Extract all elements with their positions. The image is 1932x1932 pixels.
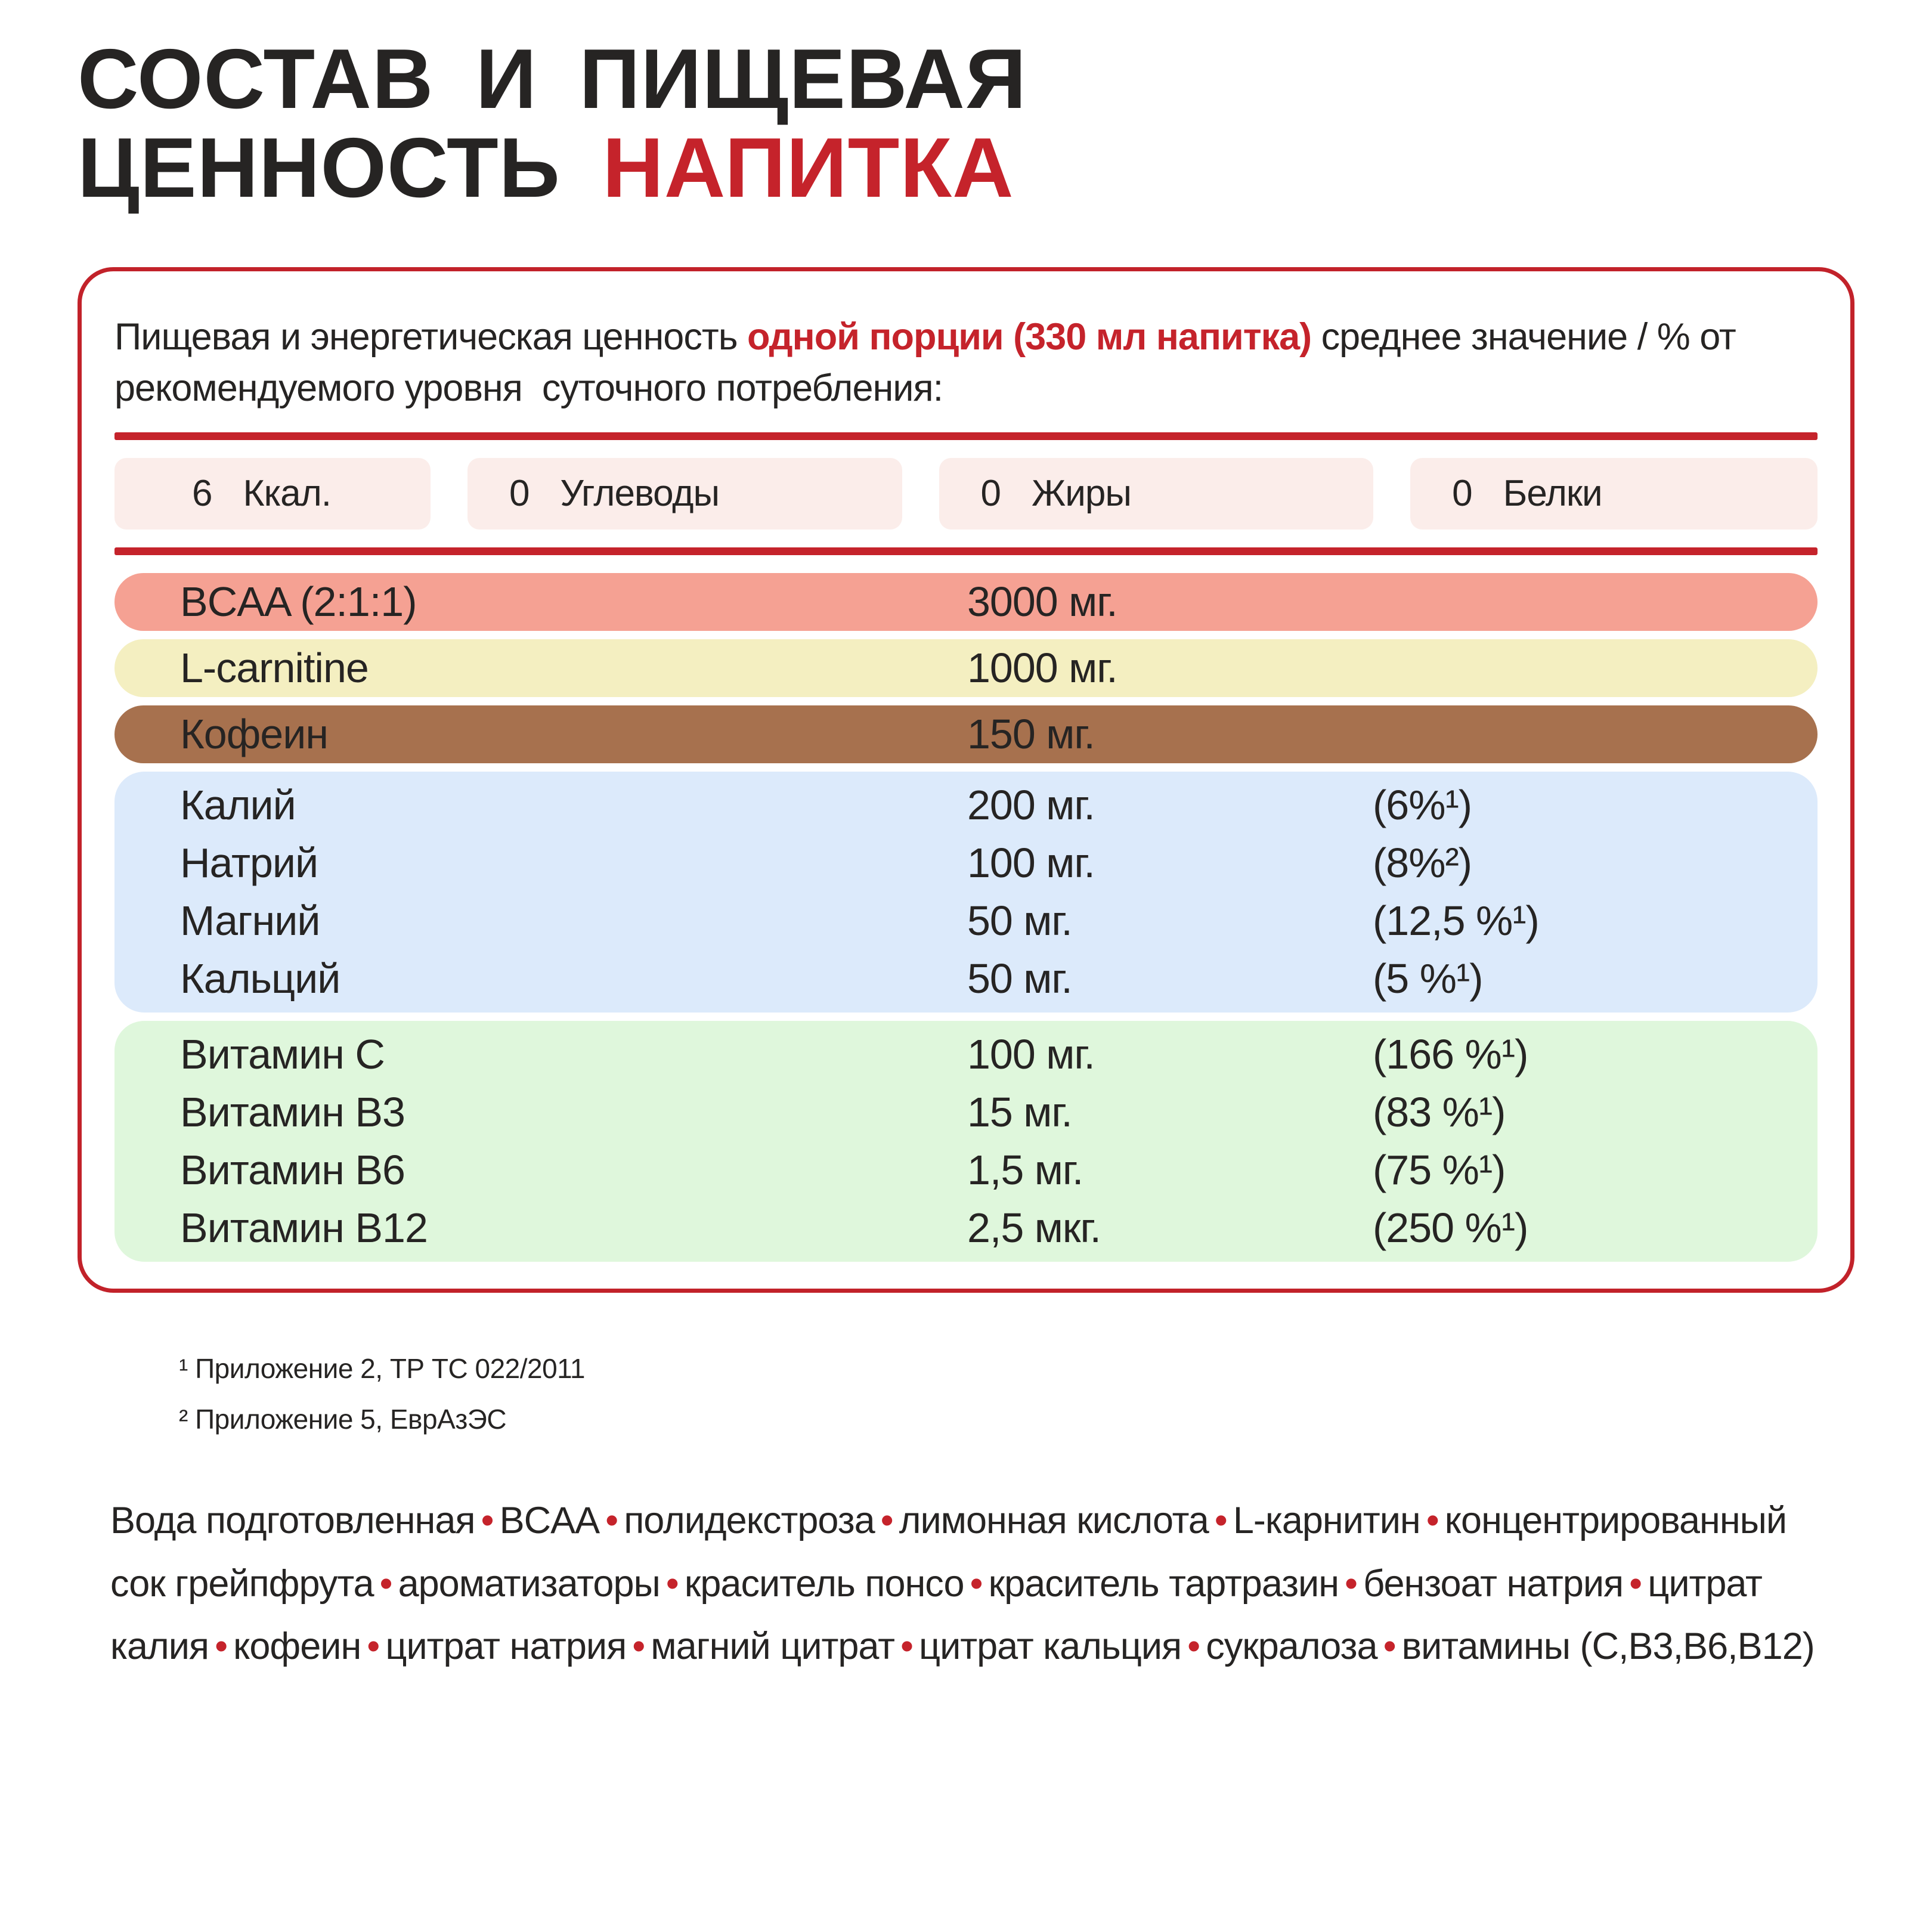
macro-pill-carbs [467, 458, 902, 530]
nutrient-label: Витамин B3 [180, 1089, 405, 1136]
nutrient-label: Витамин C [180, 1031, 385, 1078]
macro-pill-kcal [114, 458, 431, 530]
serving-intro [114, 312, 1818, 414]
macro-value: 0 [1452, 473, 1472, 515]
title-line1: СОСТАВ И ПИЩЕВАЯ [78, 32, 1027, 126]
nutrient-amount: 3000 мг. [967, 578, 1117, 626]
nutrient-amount: 100 мг. [967, 840, 1095, 887]
ingredient-item: краситель понсо [684, 1562, 964, 1605]
nutrient-amount: 200 мг. [967, 782, 1095, 829]
intro-text-2: среднее значение / % от рекомендуемого уровня суточного потребления: [114, 316, 1746, 409]
bullet-dot-icon: • [665, 1562, 679, 1605]
bullet-dot-icon: • [367, 1626, 380, 1668]
row-vitamin-b12 [114, 1199, 1818, 1257]
ingredients [110, 1490, 1834, 1679]
nutrient-label: Натрий [180, 840, 318, 887]
nutrient-label: L-carnitine [180, 645, 369, 692]
footnotes [179, 1343, 1932, 1445]
nutrient-label: BCAA (2:1:1) [180, 578, 417, 626]
vitamins-block [114, 1021, 1818, 1262]
macro-label: Жиры [1032, 473, 1131, 515]
macro-value: 0 [980, 473, 1001, 515]
ingredient-item: магний цитрат [651, 1626, 894, 1668]
row-caffeine [114, 705, 1818, 763]
nutrient-daily-percent: (8%²) [1373, 840, 1472, 887]
ingredient-item: лимонная кислота [899, 1499, 1209, 1541]
nutrient-label: Калий [180, 782, 296, 829]
bullet-dot-icon: • [1629, 1562, 1642, 1605]
divider-top [114, 432, 1818, 440]
macro-label: Углеводы [560, 473, 720, 515]
nutrient-amount: 1,5 мг. [967, 1147, 1083, 1194]
bullet-dot-icon: • [379, 1562, 392, 1605]
nutrient-amount: 50 мг. [967, 897, 1072, 945]
footnote-1: ¹ Приложение 2, ТР ТС 022/2011 [179, 1352, 585, 1384]
ingredient-item: цитрат калия [110, 1562, 1762, 1668]
footnote-2: ² Приложение 5, ЕврАзЭС [179, 1403, 507, 1435]
ingredient-item: кофеин [233, 1626, 361, 1668]
macro-value: 0 [509, 473, 530, 515]
bullet-dot-icon: • [970, 1562, 983, 1605]
ingredient-item: бензоат натрия [1363, 1562, 1624, 1605]
macro-pill-fats [939, 458, 1374, 530]
nutrient-label: Магний [180, 897, 320, 945]
row-bcaa [114, 573, 1818, 631]
ingredient-item: концентрированный сок грейпфрута [110, 1499, 1787, 1605]
bullet-dot-icon: • [1345, 1562, 1358, 1605]
macro-pill-proteins [1410, 458, 1818, 530]
row-carnitine [114, 639, 1818, 697]
minerals-block [114, 772, 1818, 1013]
ingredient-item: ароматизаторы [398, 1562, 660, 1605]
bullet-dot-icon: • [1214, 1499, 1227, 1541]
ingredient-item: BCAA [499, 1499, 600, 1541]
bullet-dot-icon: • [1187, 1626, 1200, 1668]
bullet-dot-icon: • [1383, 1626, 1396, 1668]
nutrient-daily-percent: (5 %¹) [1373, 955, 1483, 1002]
ingredient-item: сукралоза [1206, 1626, 1377, 1668]
nutrient-daily-percent: (12,5 %¹) [1373, 897, 1539, 945]
bullet-dot-icon: • [1426, 1499, 1439, 1541]
nutrient-amount: 15 мг. [967, 1089, 1072, 1136]
nutrient-daily-percent: (166 %¹) [1373, 1031, 1528, 1078]
row-vitamin-b6 [114, 1141, 1818, 1199]
ingredient-item: L-карнитин [1233, 1499, 1420, 1541]
nutrient-amount: 100 мг. [967, 1031, 1095, 1078]
bullet-dot-icon: • [880, 1499, 893, 1541]
title-line2-black: ЦЕННОСТЬ [78, 120, 561, 216]
bullet-dot-icon: • [481, 1499, 494, 1541]
bullet-dot-icon: • [632, 1626, 645, 1668]
nutrition-card [78, 267, 1854, 1292]
nutrient-amount: 50 мг. [967, 955, 1072, 1002]
row-magnesium [114, 892, 1818, 950]
nutrient-daily-percent: (83 %¹) [1373, 1089, 1506, 1136]
title-line2-red: НАПИТКА [602, 120, 1014, 216]
macro-label: Белки [1503, 473, 1602, 515]
macro-value: 6 [192, 473, 212, 515]
page-title [78, 32, 1932, 216]
ingredient-item: краситель тартразин [988, 1562, 1339, 1605]
ingredient-item: Вода подготовленная [110, 1499, 475, 1541]
macro-label: Ккал. [243, 473, 331, 515]
intro-serving-highlight: одной порции (330 мл напитка) [747, 316, 1312, 358]
nutrient-daily-percent: (75 %¹) [1373, 1147, 1506, 1194]
bullet-dot-icon: • [900, 1626, 913, 1668]
row-sodium [114, 834, 1818, 892]
intro-text-1: Пищевая и энергетическая ценность [114, 316, 748, 358]
nutrient-label: Витамин B12 [180, 1205, 428, 1252]
ingredient-item: витамины (C,B3,B6,B12) [1401, 1626, 1815, 1668]
nutrient-amount: 1000 мг. [967, 645, 1117, 692]
nutrient-label: Кальций [180, 955, 340, 1002]
bullet-dot-icon: • [605, 1499, 618, 1541]
nutrient-label: Витамин B6 [180, 1147, 405, 1194]
divider-bottom [114, 547, 1818, 555]
nutrient-rows [114, 573, 1818, 1262]
row-vitamin-c [114, 1026, 1818, 1083]
ingredient-item: цитрат кальция [919, 1626, 1182, 1668]
nutrient-label: Кофеин [180, 711, 328, 758]
ingredient-item: полидекстроза [624, 1499, 875, 1541]
nutrient-amount: 150 мг. [967, 711, 1095, 758]
nutrient-daily-percent: (6%¹) [1373, 782, 1472, 829]
macro-summary [114, 458, 1818, 530]
row-calcium [114, 950, 1818, 1008]
nutrient-amount: 2,5 мкг. [967, 1205, 1101, 1252]
ingredient-item: цитрат натрия [385, 1626, 627, 1668]
row-vitamin-b3 [114, 1083, 1818, 1141]
bullet-dot-icon: • [215, 1626, 228, 1668]
nutrient-daily-percent: (250 %¹) [1373, 1205, 1528, 1252]
row-potassium [114, 776, 1818, 834]
